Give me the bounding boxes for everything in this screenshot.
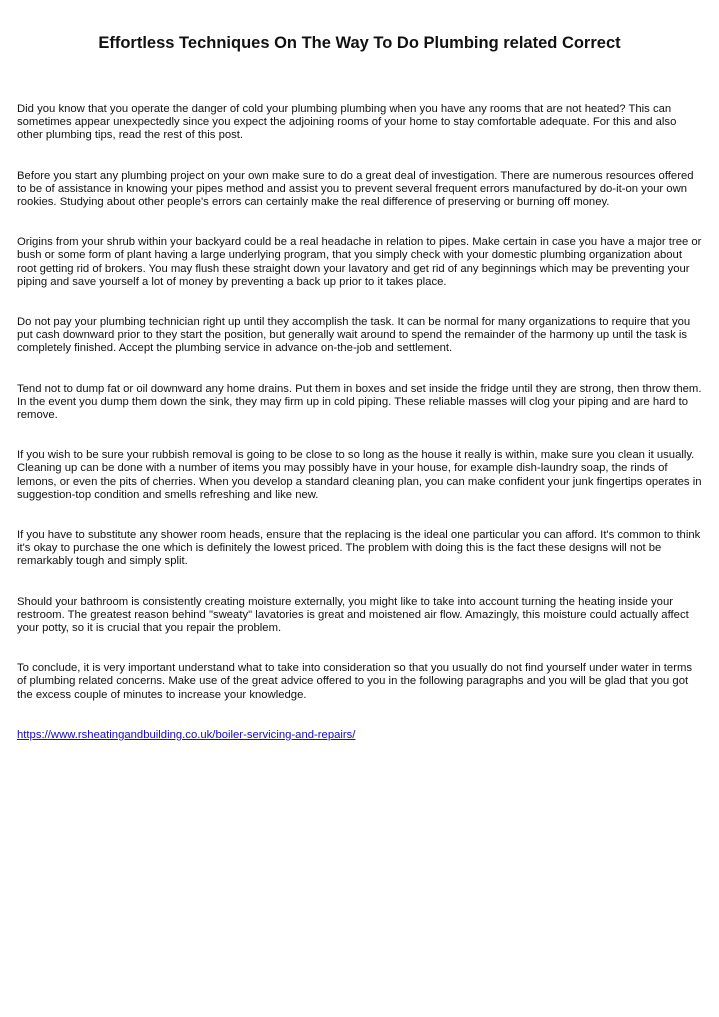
source-link[interactable]: https://www.rsheatingandbuilding.co.uk/boiler-servicing-and-repairs/ [17,728,356,741]
paragraph-7: If you have to substitute any shower room heads, ensure that the replacing is the ideal one particular you can afford. It's common to think it's okay to purchase the one which is definitely the lowest priced. The problem with doing this is the fact these designs will not be remarkably tough and simply split. [17,529,701,568]
paragraph-1: Did you know that you operate the danger of cold your plumbing plumbing when you have any rooms that are not heated? This can sometimes appear unexpectedly since you expect the adjoining rooms of your home to stay comfortable adequate. For this and also other plumbing tips, read the rest of this post. [17,103,677,142]
paragraph-4: Do not pay your plumbing technician right up until they accomplish the task. It can be normal for many organizations to require that you put cash downward prior to they start the position, but generally wait around to spend the remainder of the harmony up until the task is completely finished. Accept the plumbing service in advance on-the-job and settlement. [17,316,691,355]
article-body [17,103,702,742]
paragraph-5: Tend not to dump fat or oil downward any home drains. Put them in boxes and set inside the fridge until they are strong, then throw them. In the event you dump them down the sink, they may firm up in cold piping. These reliable masses will clog your piping and are hard to remove. [17,382,702,422]
paragraph-9: To conclude, it is very important understand what to take into consideration so that you usually do not find yourself under water in terms of plumbing related concerns. Make use of the great advice offered to you in the following paragraphs and you will be glad that you got the excess couple of minutes to increase your knowledge. [17,662,693,701]
paragraph-8: Should your bathroom is consistently creating moisture externally, you might like to take into account turning the heating inside your restroom. The greatest reason behind "sweaty" lavatories is great and moistened air flow. Amazingly, this moisture could actually affect your potty, so it is crucial that you repair the problem. [17,595,689,635]
page-title: Effortless Techniques On The Way To Do Plumbing related Correct [98,34,621,52]
paragraph-2: Before you start any plumbing project on your own make sure to do a great deal of investigation. There are numerous resources offered to be of assistance in knowing your pipes method and assist you to prevent several frequent errors manufactured by do-it-on your own rookies. Studying about other people's errors can certainly make the real difference of preserving or burning off money. [17,169,694,209]
paragraph-6: If you wish to be sure your rubbish removal is going to be close to so long as the house it really is within, make sure you clean it usually. Cleaning up can be done with a number of items you may possibly have in your house, for example dish-laundry soap, the rinds of lemons, or even the pits of cherries. When you develop a standard cleaning plan, you can make confident your junk fingertips operates in suggestion-top condition and smells refreshing and like new. [17,449,702,501]
paragraph-3: Origins from your shrub within your backyard could be a real headache in relation to pipes. Make certain in case you have a major tree or bush or some form of plant having a large underlying program, that you simply check with your domestic plumbing organization about root getting rid of brokers. You may flush these straight down your lavatory and get rid of any beginnings which may be preventing your piping and save yourself a lot of money by preventing a back up prior to it takes place. [17,236,702,288]
